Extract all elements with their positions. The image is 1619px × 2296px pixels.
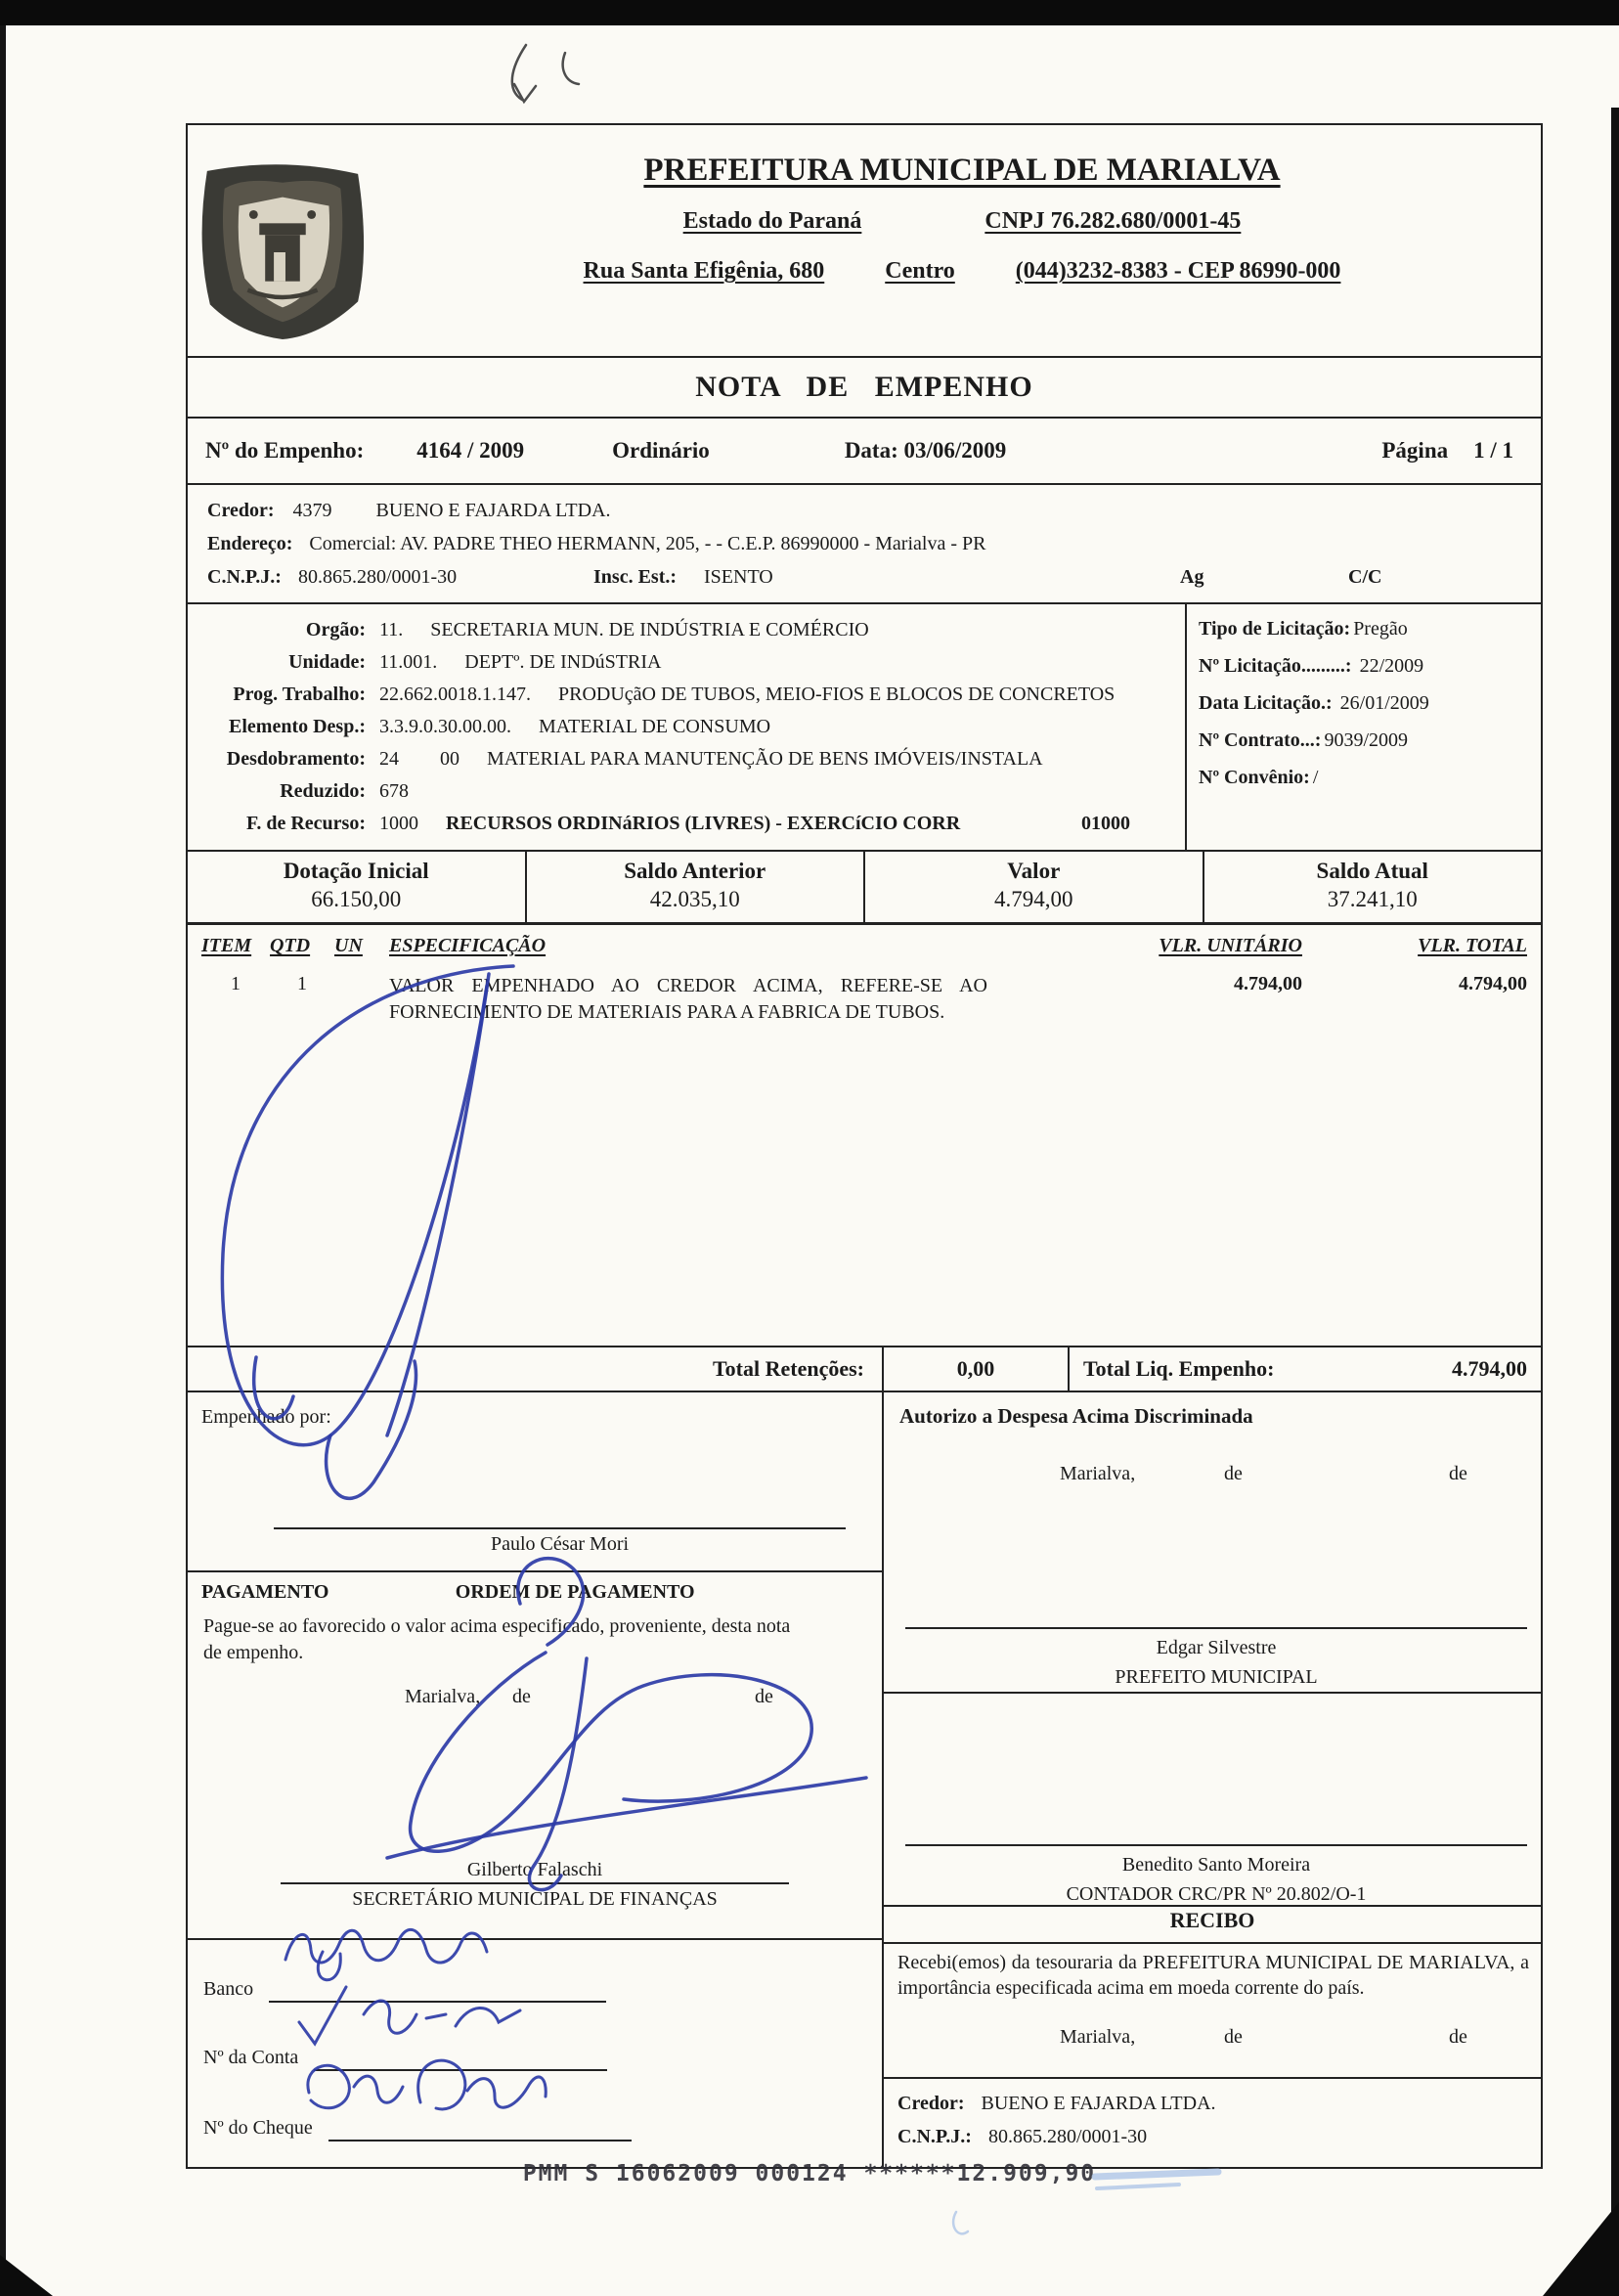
retentions-label-cell [188,1347,884,1391]
field-desdobramento [188,743,1185,775]
field-recurso [188,808,1185,840]
doc-title-bar [188,356,1541,419]
signatures-section [188,1392,1541,2167]
city-name: Marialva, [1060,1463,1136,1484]
bidding-type-label: Tipo de Licitação: [1199,618,1351,640]
date-of-1: de [512,1686,531,1707]
net-total-value-cell [1274,1347,1541,1391]
field-label: F. de Recurso: [245,813,366,834]
field-prog-trabalho [188,679,1185,711]
date-of-2: de [755,1686,773,1707]
receipt-creditor-label: Credor: [897,2093,965,2114]
field-name: RECURSOS ORDINáRIOS (LIVRES) - EXERCíCIO CORR [446,813,961,834]
scan-corner-bottom-left [0,2255,53,2296]
payment-date-line [188,1686,882,1725]
field-unidade [188,646,1185,679]
field-label: Desdobramento: [226,748,366,770]
payment-order-title: ORDEM DE PAGAMENTO [455,1581,695,1603]
creditor-line [207,494,1541,527]
current-balance-value: 37.241,10 [1327,887,1418,911]
contract-number [1199,729,1529,752]
cheque-fill-line [328,2106,632,2141]
field-subcode: 00 [440,748,459,770]
payment-order-text: Pague-se ao favorecido o valor acima especificado, proveniente, desta nota de empenho. [203,1615,791,1663]
pencil-marks-top [512,45,579,102]
initial-allocation-col [188,852,527,922]
items-section [188,925,1541,1347]
finance-secretary-name: Gilberto Falaschi [466,1859,603,1880]
bank-fill-line [269,1967,606,2003]
nota-de-empenho-form [186,123,1543,2169]
value-amount: 4.794,00 [994,887,1073,911]
field-label: Unidade: [288,651,366,673]
classification-section [188,604,1541,852]
receipt-cnpj-value: 80.865.280/0001-30 [987,2126,1148,2147]
agreement-number-value: / [1312,767,1319,788]
net-total-label-cell [1070,1347,1274,1391]
totals-row [188,1347,1541,1392]
divider [884,1942,1541,1944]
page-number-label: Página [1381,438,1449,463]
date-of-1: de [1224,2026,1243,2048]
account-fill-line [314,2036,607,2071]
field-name: DEPTº. DE INDúSTRIA [464,651,662,673]
payment-header [188,1572,882,1604]
current-balance-col [1204,852,1542,922]
col-description: ESPECIFICAÇÃO [389,935,547,956]
bank-details-block [188,1938,882,2167]
bidding-type [1199,618,1529,640]
mayor-name: Edgar Silvestre [1156,1637,1277,1658]
print-registration-text: PMM S 16062009 000124 ******12.909,90 [522,2161,1097,2186]
accountant-title: CONTADOR CRC/PR Nº 20.802/O-1 [1066,1883,1367,1905]
page-title: PREFEITURA MUNICIPAL DE MARIALVA [643,153,1281,188]
receipt-creditor-name: BUENO E FAJARDA LTDA. [981,2093,1216,2114]
receipt-creditor-line [897,2087,1527,2120]
receipt-date-line [884,2026,1541,2059]
field-name: MATERIAL DE CONSUMO [539,716,771,737]
previous-balance-value: 42.035,10 [649,887,740,911]
receipt-title: RECIBO [1169,1908,1255,1932]
account-label: C/C [1348,566,1382,588]
mayor-title: PREFEITO MUNICIPAL [1115,1666,1318,1688]
value-col [865,852,1204,922]
field-code: 11. [379,619,404,640]
cheque-row [203,2106,882,2141]
committed-by-signature-line [274,1527,846,1556]
form-header [188,153,1541,356]
bank-row [203,1967,882,2003]
empenho-number-label: Nº do Empenho: [205,438,365,463]
initial-allocation-value: 66.150,00 [311,887,402,911]
left-signature-column [188,1392,884,2167]
scan-corner-bottom-right [1543,2202,1619,2296]
previous-balance-label: Saldo Anterior [624,859,766,883]
field-extra-code: 01000 [1081,813,1130,834]
item-number: 1 [231,973,241,994]
bidding-type-value: Pregão [1353,618,1408,640]
items-header-row [188,925,1541,957]
bidding-number [1199,655,1529,678]
field-name: SECRETARIA MUN. DE INDÚSTRIA E COMÉRCIO [430,619,869,640]
item-unit-price: 4.794,00 [1234,973,1302,994]
creditor-cnpj-line [207,560,1541,594]
authorization-title: Autorizo a Despesa Acima Discriminada [899,1404,1253,1428]
current-balance-label: Saldo Atual [1316,859,1428,883]
creditor-code: 4379 [292,500,332,521]
field-elemento [188,711,1185,743]
net-total-value: 4.794,00 [1452,1356,1527,1381]
col-qty: QTD [270,935,311,956]
cheque-number-label: Nº do Cheque [203,2117,313,2139]
empenho-number: 4164 / 2009 [416,438,525,463]
address-label: Endereço: [207,533,293,554]
field-orgao [188,614,1185,646]
initial-allocation-label: Dotação Inicial [283,859,429,883]
header-text [188,153,1541,285]
field-code: 11.001. [379,651,438,673]
street-address: Rua Santa Efigênia, 680 [583,258,825,284]
item-qty: 1 [297,973,307,994]
state-reg-value: ISENTO [704,566,773,588]
col-unit: UN [334,935,363,956]
account-row [203,2036,882,2071]
right-signature-column [884,1392,1541,2167]
field-code: 24 [379,748,399,770]
city-name: Marialva, [405,1686,481,1707]
bidding-date-label: Data Licitação.: [1199,692,1333,714]
divider [884,1905,1541,1907]
field-reduzido [188,775,1185,808]
page-number: 1 / 1 [1473,438,1513,463]
divider [884,1692,1541,1694]
date-of-1: de [1224,1463,1243,1484]
finance-secretary-signature [281,1859,789,1911]
field-name: MATERIAL PARA MANUTENÇÃO DE BENS IMÓVEIS/INSTALA [487,748,1043,770]
bidding-date [1199,692,1529,715]
creditor-label: Credor: [207,500,275,521]
creditor-cnpj: 80.865.280/0001-30 [297,566,458,588]
field-code: 3.3.9.0.30.00.00. [379,716,511,737]
bank-label: Banco [203,1978,254,2000]
accountant-name: Benedito Santo Moreira [1121,1854,1311,1876]
contract-number-value: 9039/2009 [1324,729,1409,751]
field-label: Reduzido: [280,780,366,802]
creditor-address-line [207,527,1541,560]
item-total-price: 4.794,00 [1459,973,1527,994]
finance-secretary-title: SECRETÁRIO MUNICIPAL DE FINANÇAS [352,1888,718,1910]
net-total-label: Total Liq. Empenho: [1083,1356,1275,1381]
empenho-number-row [188,419,1541,485]
scan-edge-right [1611,108,1619,2296]
field-name: PRODUçãO DE TUBOS, MEIO-FIOS E BLOCOS DE CONCRETOS [558,684,1116,705]
bidding-number-label: Nº Licitação.........: [1199,655,1352,677]
table-row [188,957,1541,1026]
bidding-date-value: 26/01/2009 [1339,692,1429,714]
mayor-signature-block [905,1627,1527,1692]
contract-number-label: Nº Contrato...: [1199,729,1322,751]
header-address [383,258,1541,285]
agreement-number-label: Nº Convênio: [1199,767,1310,788]
account-number-label: Nº da Conta [203,2047,299,2068]
city-name: Marialva, [1060,2026,1136,2048]
item-description: VALOR EMPENHADO AO CREDOR ACIMA, REFERE-SE AO FORNECIMENTO DE MATERIAIS PARA A FABRICA DE TUBOS. [389,975,987,1023]
field-code: 1000 [379,813,418,834]
state-reg-label: Insc. Est.: [593,566,678,588]
doc-title: NOTA DE EMPENHO [695,371,1033,403]
field-label: Prog. Trabalho: [233,684,366,705]
receipt-creditor-block [884,2077,1541,2167]
date-of-2: de [1449,2026,1467,2048]
accountant-signature-block [905,1844,1527,1909]
col-item: ITEM [201,935,252,956]
col-total-price: VLR. TOTAL [1418,935,1527,956]
bidding-number-value: 22/2009 [1359,655,1424,677]
field-code: 678 [379,780,409,802]
scan-edge-left [0,25,6,2296]
previous-balance-col [527,852,866,922]
agreement-number [1199,767,1529,789]
col-unit-price: VLR. UNITÁRIO [1159,935,1302,956]
authorization-date-line [884,1463,1541,1496]
empenho-date: Data: 03/06/2009 [844,438,1007,463]
phone-cep: (044)3232-8383 - CEP 86990-000 [1015,258,1341,284]
committed-by-name: Paulo César Mori [490,1533,630,1555]
scan-edge-top [0,0,1619,25]
empenho-type: Ordinário [612,438,710,463]
payment-title: PAGAMENTO [201,1581,329,1603]
cnpj-field-label: C.N.P.J.: [207,566,282,588]
creditor-address: Comercial: AV. PADRE THEO HERMANN, 205, - - C.E.P. 86990000 - Marialva - PR [309,533,986,554]
date-of-2: de [1449,1463,1467,1484]
state-label: Estado do Paraná [682,208,862,234]
cnpj-label: CNPJ 76.282.680/0001-45 [985,208,1242,234]
creditor-name: BUENO E FAJARDA LTDA. [375,500,611,521]
receipt-cnpj-line [897,2120,1527,2153]
dot-matrix-print-line [0,2161,1619,2186]
receipt-text: Recebi(emos) da tesouraria da PREFEITURA MUNICIPAL DE MARIALVA, a importância especificada acima em moeda corrente do país. [897,1952,1529,1999]
receipt-cnpj-label: C.N.P.J.: [897,2126,972,2147]
balances-row [188,852,1541,925]
field-label: Elemento Desp.: [229,716,366,737]
district: Centro [885,258,955,284]
creditor-section [188,485,1541,604]
retentions-value: 0,00 [956,1356,995,1381]
value-label: Valor [1007,859,1061,883]
committed-by-label: Empenhado por: [201,1406,331,1428]
field-code: 22.662.0018.1.147. [379,684,531,705]
municipal-crest-logo [196,160,370,344]
field-label: Orgão: [305,619,366,640]
agency-label: Ag [1180,566,1204,588]
retentions-value-cell [884,1347,1070,1391]
bidding-info-box [1185,604,1541,850]
payment-order-block [188,1570,882,1938]
classification-fields [188,604,1185,850]
header-subline [383,208,1541,235]
retentions-label: Total Retenções: [713,1356,864,1381]
